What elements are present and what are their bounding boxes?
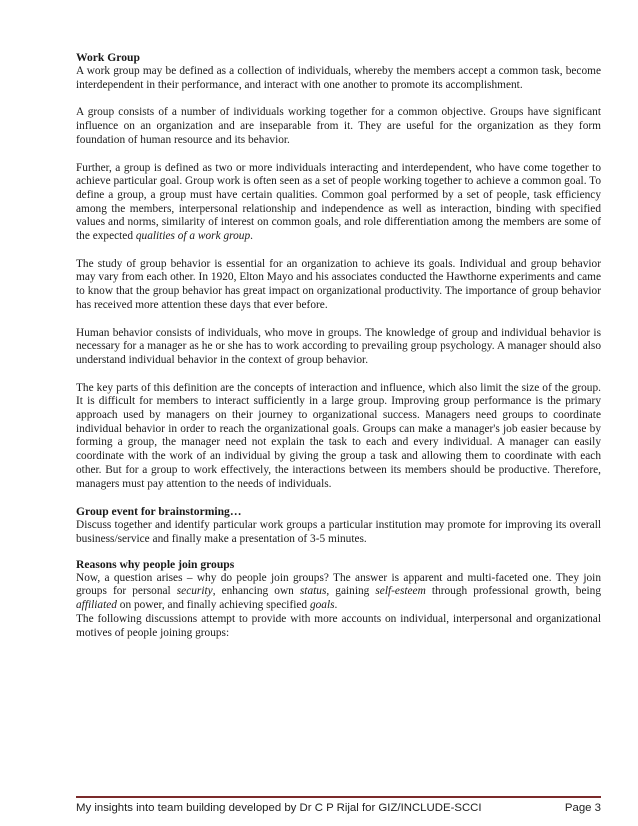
paragraph-reasons [76,572,601,613]
page-footer [76,796,601,814]
text-run: Further, a group is defined as two or more individuals interacting and interdependent, who have come together to achieve particular goal. Group work is often seen as a set of people working together to achieve a common goal. To define a group, a group must have certain qualities. Common goal performed by a set of people, task efficiency among the members, interpersonal relationship and independence as well as interaction, binding with specified values and norms, similarity of interest on common goals, and role differentiation among the members are some of the expected [76,161,601,243]
paragraph-group-qualities [76,162,601,244]
section-reasons-join [76,558,601,641]
emphasis-affiliated: affiliated [76,599,117,612]
text-run: on power, and finally achieving specified [116,599,310,612]
heading-reasons-join: Reasons why people join groups [76,557,235,571]
text-run: through professional growth, being [425,585,601,598]
paragraph-following-discussions: The following discussions attempt to provide with more accounts on individual, interpersonal and organizational motives of people joining groups: [76,612,601,639]
emphasis-qualities: qualities of a work group [135,230,251,243]
emphasis-self-esteem: self-esteem [375,585,426,598]
text-run: . [250,230,253,243]
text-run: . [334,599,338,612]
footer-title: My insights into team building developed by Dr C P Rijal for GIZ/INCLUDE-SCCI [76,802,482,814]
text-run: , gaining [326,585,376,598]
paragraph-group-consists: A group consists of a number of individuals working together for a common objective. Groups have significant influence on an organization and are inseparable from it. They are useful for the organization as they form foundation of human resource and its behavior. [76,106,601,146]
paragraph-key-parts: The key parts of this definition are the concepts of interaction and influence, which also limit the size of the group. It is difficult for members to interact sufficiently in a large group. Improving group performance is the primary approach used by managers on their journey to organizational success. Managers need groups to coordinate individual behavior in order to reach the organizational goals. Groups can make a manager's job easier because by forming a group, the manager need not explain the task to each and every individual. A manager can easily coordinate with the work of an individual by giving the group a task and allowing them to coordinate with each other. But for a group to work effectively, the interactions between its members should be productive. Therefore, managers must pay attention to the needs of individuals. [76,381,601,490]
emphasis-goals: goals [309,599,335,612]
paragraph-human-behavior: Human behavior consists of individuals, who move in groups. The knowledge of group and individual behavior is necessary for a manager as he or she has to work according to prevailing group psychology. A manager should also understand individual behavior in the context of group behavior. [76,326,601,366]
emphasis-status: status [299,585,327,598]
emphasis-security: security [176,585,213,598]
paragraph-brainstorming: Discuss together and identify particular work groups a particular institution may promote for improving its overall business/service and finally make a presentation of 3-5 minutes. [76,519,601,545]
section-work-group [76,51,601,491]
paragraph-definition: A work group may be defined as a collection of individuals, whereby the members accept a common task, become interdependent in their performance, and interact with one another to promote its accomplishment. [76,65,601,91]
heading-brainstorming: Group event for brainstorming… [76,505,242,519]
heading-work-group: Work Group [76,51,140,64]
text-run: , enhancing own [212,585,300,598]
text-run: Now, a question arises – why do people join groups? The answer is apparent and multi-faceted one. They join groups for personal [76,571,601,598]
section-brainstorming [76,505,601,546]
page-number: Page 3 [564,802,601,814]
paragraph-group-behavior-study: The study of group behavior is essential for an organization to achieve its goals. Individual and group behavior may vary from each other. In 1920, Elton Mayo and his associates conducted the Hawthorne experiments and came to know that the group behavior has great impact on organizational productivity. The importance of group behavior has received more attention these days that ever before. [76,257,601,311]
